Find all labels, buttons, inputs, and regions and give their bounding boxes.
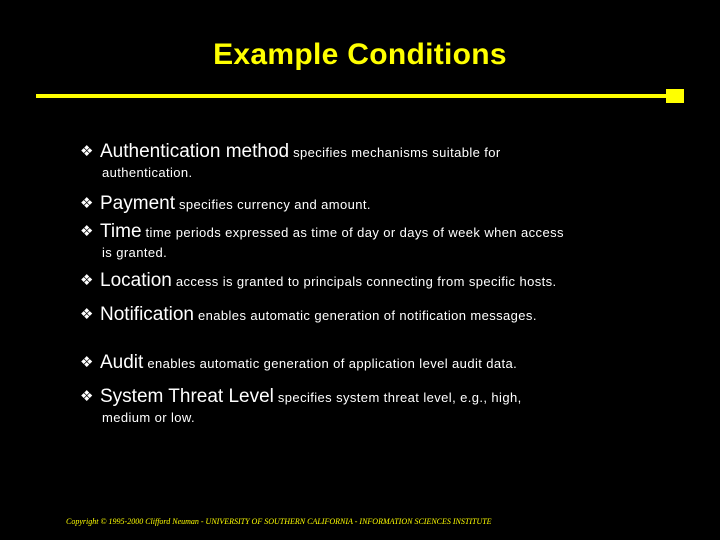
condition-description: enables automatic generation of application level audit data. xyxy=(147,356,518,371)
condition-description: specifies mechanisms suitable for xyxy=(293,145,501,160)
condition-description: specifies currency and amount. xyxy=(178,197,371,212)
list-item-system-threat-level xyxy=(80,386,680,427)
diamond-bullet-icon: ❖ xyxy=(80,306,94,323)
condition-term: System Threat Level xyxy=(100,386,274,407)
list-item-payment xyxy=(80,193,680,216)
diamond-bullet-icon: ❖ xyxy=(80,195,94,212)
condition-term: Time xyxy=(100,221,142,242)
condition-term: Payment xyxy=(100,193,175,214)
list-item-time xyxy=(80,221,680,262)
condition-description-continued: authentication. xyxy=(102,165,193,180)
condition-description-continued: medium or low. xyxy=(102,410,196,425)
list-item-audit xyxy=(80,352,680,375)
title-divider xyxy=(36,94,668,98)
condition-description: specifies system threat level, e.g., high, xyxy=(277,390,522,405)
copyright-footer: Copyright © 1995-2000 Clifford Neuman - UNIVERSITY OF SOUTHERN CALIFORNIA - INFORMATION SCIENCES INSTITUTE xyxy=(66,517,492,526)
condition-description: time periods expressed as time of day or days of week when access xyxy=(145,225,564,240)
diamond-bullet-icon: ❖ xyxy=(80,223,94,240)
list-item-authentication xyxy=(80,141,680,182)
condition-term: Authentication method xyxy=(100,141,290,162)
title-divider-end-block xyxy=(666,89,684,103)
slide-title: Example Conditions xyxy=(213,38,507,71)
list-item-location xyxy=(80,270,680,293)
diamond-bullet-icon: ❖ xyxy=(80,143,94,160)
condition-term: Location xyxy=(100,270,172,291)
condition-description: access is granted to principals connecting from specific hosts. xyxy=(175,274,557,289)
condition-term: Audit xyxy=(100,352,144,373)
condition-term: Notification xyxy=(100,304,194,325)
condition-description-continued: is granted. xyxy=(102,245,168,260)
condition-description: enables automatic generation of notification messages. xyxy=(198,308,537,323)
diamond-bullet-icon: ❖ xyxy=(80,272,94,289)
diamond-bullet-icon: ❖ xyxy=(80,388,94,405)
list-item-notification xyxy=(80,304,680,327)
diamond-bullet-icon: ❖ xyxy=(80,354,94,371)
